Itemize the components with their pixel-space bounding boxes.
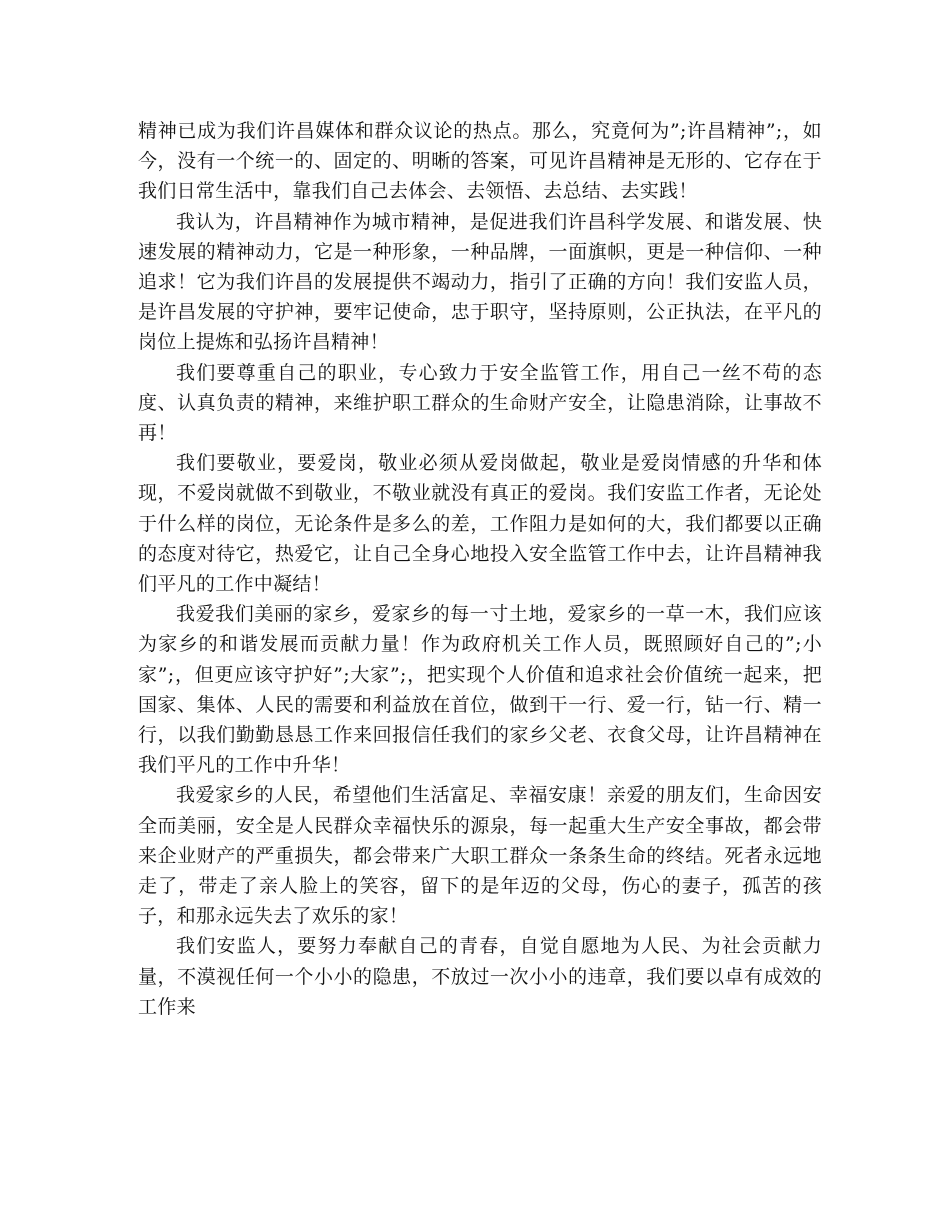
- paragraph-4: 我们要敬业，要爱岗，敬业必须从爱岗做起，敬业是爱岗情感的升华和体现，不爱岗就做不到敬业，不敬业就没有真正的爱岗。我们安监工作者，无论处于什么样的岗位，无论条件是多么的差，工作阻力是如何的大，我们都要以正确的态度对待它，热爱它，让自己全身心地投入安全监管工作中去，让许昌精神我们平凡的工作中凝结！: [138, 452, 822, 596]
- paragraph-3: 我们要尊重自己的职业，专心致力于安全监管工作，用自己一丝不苟的态度、认真负责的精神，来维护职工群众的生命财产安全，让隐患消除，让事故不再！: [138, 361, 822, 445]
- paragraph-6: 我爱家乡的人民，希望他们生活富足、幸福安康！亲爱的朋友们，生命因安全而美丽，安全是人民群众幸福快乐的源泉，每一起重大生产安全事故，都会带来企业财产的严重损失，都会带来广大职工群众一条条生命的终结。死者永远地走了，带走了亲人脸上的笑容，留下的是年迈的父母，伤心的妻子，孤苦的孩子，和那永远失去了欢乐的家！: [138, 784, 822, 928]
- paragraph-7: 我们安监人，要努力奉献自己的青春，自觉自愿地为人民、为社会贡献力量，不漠视任何一个小小的隐患，不放过一次小小的违章，我们要以卓有成效的工作来: [138, 935, 822, 1018]
- paragraph-1: 精神已成为我们许昌媒体和群众议论的热点。那么，究竟何为”;许昌精神”;，如今，没有一个统一的、固定的、明晰的答案，可见许昌精神是无形的、它存在于我们日常生活中，靠我们自己去体会、去领悟、去总结、去实践！: [138, 120, 822, 203]
- paragraph-2: 我认为，许昌精神作为城市精神，是促进我们许昌科学发展、和谐发展、快速发展的精神动力，它是一种形象，一种品牌，一面旗帜，更是一种信仰、一种追求！它为我们许昌的发展提供不竭动力，指引了正确的方向！我们安监人员，是许昌发展的守护神，要牢记使命，忠于职守，坚持原则，公正执法，在平凡的岗位上提炼和弘扬许昌精神！: [138, 210, 822, 354]
- paragraph-5: 我爱我们美丽的家乡，爱家乡的每一寸土地，爱家乡的一草一木，我们应该为家乡的和谐发展而贡献力量！作为政府机关工作人员，既照顾好自己的”;小家”;，但更应该守护好”;大家”;，把实现个人价值和追求社会价值统一起来，把国家、集体、人民的需要和利益放在首位，做到干一行、爱一行，钻一行、精一行，以我们勤勤恳恳工作来回报信任我们的家乡父老、衣食父母，让许昌精神在我们平凡的工作中升华！: [138, 603, 822, 777]
